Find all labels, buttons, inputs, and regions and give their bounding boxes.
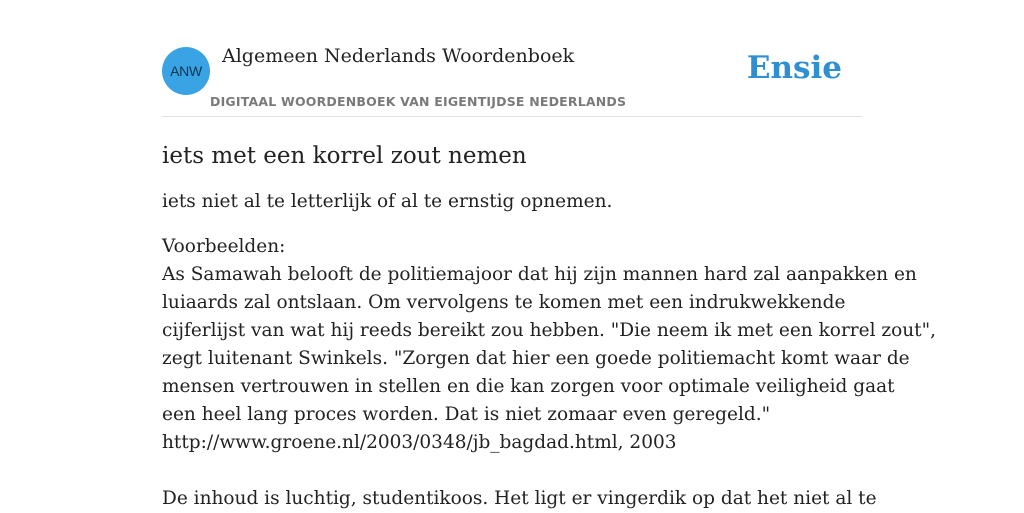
logo-text: ANW	[170, 63, 202, 79]
examples-heading: Voorbeelden:	[162, 236, 286, 257]
entry-definition: iets niet al te letterlijk of al te ernstig opnemen.	[162, 191, 613, 212]
entry-term: iets met een korrel zout nemen	[162, 143, 527, 169]
site-header	[162, 0, 862, 117]
site-subtitle: DIGITAAL WOORDENBOEK VAN EIGENTIJDSE NEDERLANDS	[210, 94, 627, 109]
examples-section	[162, 233, 937, 513]
example-1-line: zegt luitenant Swinkels. "Zorgen dat hier een goede politiemacht komt waar de	[162, 348, 910, 369]
example-1-line: As Samawah belooft de politiemajoor dat hij zijn mannen hard zal aanpakken en	[162, 264, 917, 285]
anw-logo[interactable]	[162, 47, 210, 95]
example-1-source: http://www.groene.nl/2003/0348/jb_bagdad.html, 2003	[162, 432, 677, 453]
example-1-line: luiaards zal ontslaan. Om vervolgens te komen met een indrukwekkende	[162, 292, 846, 313]
example-2-line: De inhoud is luchtig, studentikoos. Het ligt er vingerdik op dat het niet al te	[162, 488, 877, 509]
ensie-brand-link[interactable]: Ensie	[746, 50, 842, 86]
site-title[interactable]: Algemeen Nederlands Woordenboek	[222, 45, 575, 67]
example-1-line: mensen vertrouwen in stellen en die kan zorgen voor optimale veiligheid gaat	[162, 376, 895, 397]
entry-content	[162, 139, 937, 513]
example-1-line: cijferlijst van wat hij reeds bereikt zou hebben. "Die neem ik met een korrel zout",	[162, 320, 937, 341]
example-1-line: een heel lang proces worden. Dat is niet zomaar even geregeld."	[162, 404, 771, 425]
page-container	[162, 0, 937, 513]
example-separator	[162, 457, 862, 485]
